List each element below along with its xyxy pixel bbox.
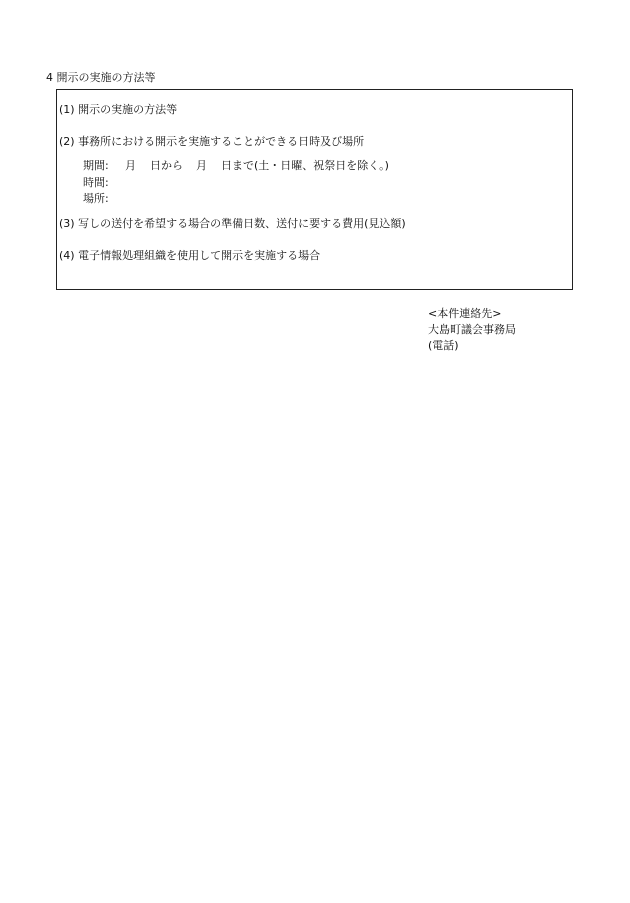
period-label: 期間:	[83, 159, 109, 172]
period-month-2: 月	[196, 159, 207, 172]
contact-organization: 大島町議会事務局	[428, 323, 516, 336]
item-electronic-disclosure: (4) 電子情報処理組織を使用して開示を実施する場合	[59, 249, 321, 262]
period-month-1: 月	[125, 159, 136, 172]
section-heading: 4 開示の実施の方法等	[46, 71, 156, 84]
period-from: 日から	[150, 159, 183, 172]
item-disclosure-method: (1) 開示の実施の方法等	[59, 103, 178, 116]
period-row	[83, 160, 389, 171]
contact-phone: (電話)	[428, 339, 459, 352]
place-label: 場所:	[83, 192, 109, 205]
contact-heading: <本件連絡先>	[428, 307, 502, 320]
item-office-datetime-place: (2) 事務所における開示を実施することができる日時及び場所	[59, 135, 365, 148]
item-copy-delivery: (3) 写しの送付を希望する場合の準備日数、送付に要する費用(見込額)	[59, 217, 406, 230]
period-until: 日まで(土・日曜、祝祭日を除く。)	[221, 159, 389, 172]
time-label: 時間:	[83, 176, 109, 189]
